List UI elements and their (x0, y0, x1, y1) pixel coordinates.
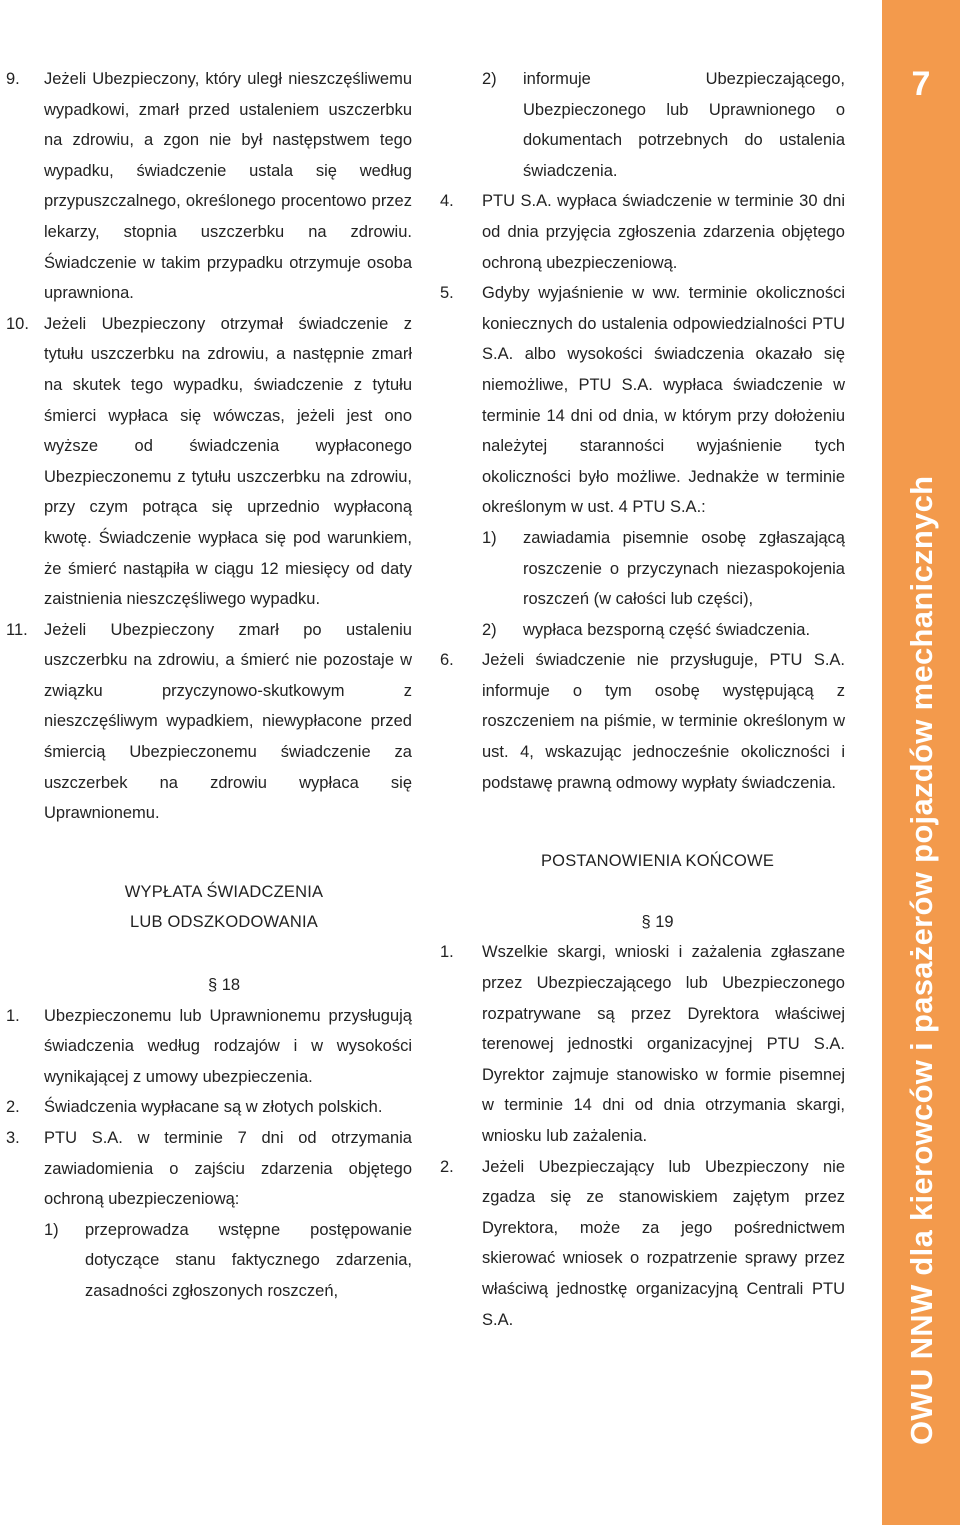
sub-list-item (482, 523, 845, 615)
right-column (440, 64, 845, 1335)
item-text: Jeżeli Ubezpieczony, który uległ nieszczęśliwemu wypadkowi, zmarł przed ustaleniem uszczerbku na zdrowiu, a zgon nie był następstwem tego wypadku, świadczenie ustala się według przypuszczalnego, określonego procentowo przez lekarzy, stopnia uszczerbku na zdrowiu. Świadczenie w takim przypadku otrzymuje osoba uprawniona. (44, 70, 412, 303)
list-item (6, 64, 412, 309)
item-number: 10. (6, 314, 29, 333)
list-item (6, 309, 412, 615)
list-item (6, 1092, 412, 1123)
item-text: PTU S.A. wypłaca świadczenie w terminie 30 dni od dnia przyjęcia zgłoszenia zdarzenia objętego ochroną ubezpieczeniową. (482, 192, 845, 272)
left-column (6, 64, 412, 1307)
item-number: 6. (440, 651, 454, 670)
item-text: Jeżeli Ubezpieczony otrzymał świadczenie z tytułu uszczerbku na zdrowiu, a następnie zmarł na skutek tego wypadku, świadczenie z tytułu śmierci wypłaca się wówczas, jeżeli jest ono wyższe od świadczenia wypłaconego Ubezpieczonemu z tytułu uszczerbku na zdrowiu, przy czym potrąca się uprzednio wypłaconą kwotę. Świadczenie wypłaca się pod warunkiem, że śmierć nastąpiła w ciągu 12 miesięcy od daty zaistnienia nieszczęśliwego wypadku. (44, 314, 412, 609)
list-item (6, 615, 412, 829)
section-heading (6, 877, 412, 938)
sub-item-number: 1) (482, 528, 497, 547)
list-item (440, 615, 845, 646)
item-text: Wszelkie skargi, wnioski i zażalenia zgłaszane przez Ubezpieczającego lub Ubezpieczonego rozpatrywane są przez Dyrektora właściwej terenowej jednostki organizacyjnej PTU S.A. Dyrektor zajmuje stanowisko w formie pisemnej w terminie 14 dni od dnia otrzymania skargi, wniosku lub zażalenia. (482, 943, 845, 1145)
list-item (440, 937, 845, 1151)
paragraph-number: § 18 (207, 976, 241, 995)
section-heading-line: WYPŁATA ŚWIADCZENIA (124, 882, 324, 901)
sub-item-number: 1) (44, 1220, 59, 1239)
item-number: 1. (440, 943, 454, 962)
paragraph-number: § 19 (641, 912, 674, 931)
page-number: 7 (911, 65, 931, 103)
sub-item-text: wypłaca bezsporną część świadczenia. (523, 620, 811, 639)
list-item (6, 1123, 412, 1215)
list-item (440, 64, 845, 186)
item-number: 4. (440, 192, 454, 211)
item-number: 3. (6, 1129, 20, 1147)
list-item (440, 1152, 845, 1336)
list-item (6, 1215, 412, 1307)
section-heading: POSTANOWIENIA KOŃCOWE (540, 852, 775, 871)
item-text: Jeżeli świadczenie nie przysługuje, PTU S.A. informuje o tym osobę występującą z roszczeniem na piśmie, w terminie określonym w ust. 4, wskazując jednocześnie okoliczności i podstawę prawną odmowy wypłaty świadczenia. (482, 651, 845, 792)
item-text: Jeżeli Ubezpieczony zmarł po ustaleniu uszczerbku na zdrowiu, a śmierć nie pozostaje w związku przyczynowo-skutkowym z nieszczęśliwym wypadkiem, niewypłacone przed śmiercią Ubezpieczonemu świadczenie za uszczerbek na zdrowiu wypłaca się Uprawnionemu. (44, 620, 412, 823)
item-text: Świadczenia wypłacane są w złotych polskich. (44, 1098, 383, 1117)
item-number: 5. (440, 284, 454, 303)
item-number: 2. (6, 1098, 20, 1117)
sub-item-number: 2) (482, 70, 497, 88)
list-item (440, 523, 845, 615)
item-number: 9. (6, 70, 20, 88)
item-text: Jeżeli Ubezpieczający lub Ubezpieczony nie zgadza się ze stanowiskiem zajętym przez Dyrektora, może za jego pośrednictwem skierować wniosek o rozpatrzenie sprawy przez właściwą jednostkę organizacyjną Centrali PTU S.A. (482, 1157, 845, 1329)
sub-item-text: informuje Ubezpieczającego, Ubezpieczonego lub Uprawnionego o dokumentach potrzebnych do ustalenia świadczenia. (523, 70, 845, 180)
list-item (6, 1001, 412, 1093)
sub-list-item (482, 64, 845, 186)
sub-list-item (44, 1215, 412, 1307)
item-number: 1. (6, 1006, 20, 1025)
document-title: OWU NNW dla kierowców i pasażerów pojazdów mechanicznych (904, 475, 939, 1445)
section-heading-line: LUB ODSZKODOWANIA (130, 913, 318, 932)
item-number: 11. (6, 620, 28, 639)
sidebar-band (882, 0, 960, 1525)
sub-item-text: zawiadamia pisemnie osobę zgłaszającą roszczenie o przyczynach niezaspokojenia roszczeń (w całości lub części), (523, 528, 845, 609)
item-number: 2. (440, 1157, 454, 1176)
item-text: Ubezpieczonemu lub Uprawnionemu przysługują świadczenia według rodzajów i w wysokości wynikającej z umowy ubezpieczenia. (44, 1006, 412, 1086)
item-text: Gdyby wyjaśnienie w ww. terminie okoliczności koniecznych do ustalenia odpowiedzialności PTU S.A. albo wysokości świadczenia okazało się niemożliwe, PTU S.A. wypłaca świadczenie w terminie 14 dni od dnia, w którym przy dołożeniu należytej staranności wyjaśnienie tych okoliczności było możliwe. Jednakże w terminie określonym w ust. 4 PTU S.A.: (482, 284, 845, 517)
list-item (440, 278, 845, 523)
list-item (440, 645, 845, 798)
sub-item-text: przeprowadza wstępne postępowanie dotyczące stanu faktycznego zdarzenia, zasadności zgłoszonych roszczeń, (85, 1220, 412, 1300)
sub-item-number: 2) (482, 620, 497, 639)
item-text: PTU S.A. w terminie 7 dni od otrzymania zawiadomienia o zajściu zdarzenia objętego ochroną ubezpieczeniową: (44, 1129, 412, 1209)
list-item (440, 186, 845, 278)
sub-list-item (482, 615, 845, 646)
